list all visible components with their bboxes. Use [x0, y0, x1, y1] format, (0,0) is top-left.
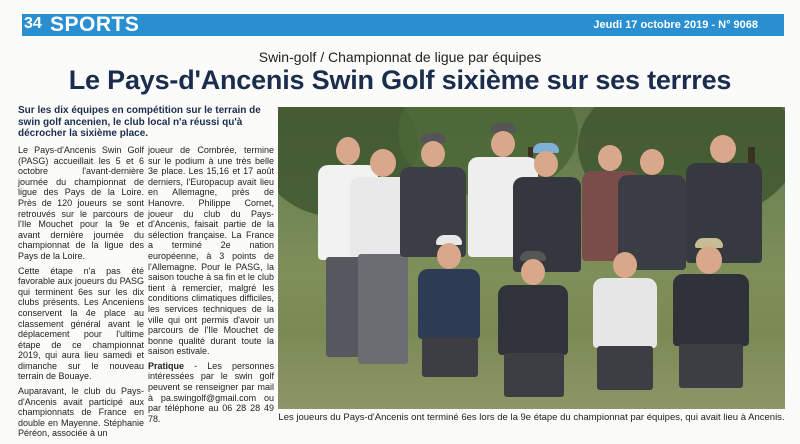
article-column-2: [148, 145, 274, 424]
paragraph: Auparavant, le club du Pays-d'Ancenis avait participé aux championnats de France en double en Mayenne. Stéphanie Péréon, associée à un: [18, 386, 144, 439]
photo-caption: Les joueurs du Pays-d'Ancenis ont terminé 6es lors de la 9e étape du championnat par équipes, qui avait lieu à Ancenis.: [278, 412, 785, 423]
paragraph: Cette étape n'a pas été favorable aux joueurs du PASG qui terminent 6es sur les dix clubs présents. Les Anceniens conservent la 4e place au classement général avant le déplacement pour l'ultime étape de ce championnat 2019, qui aura lieu samedi et dimanche sur le nouveau terrain de Bouaye.: [18, 265, 144, 382]
page-number: 34: [24, 15, 42, 32]
article-column-1: [18, 145, 144, 439]
paragraph: joueur de Combrée, termine sur le podium à une très belle 3e place. Les 15,16 et 17 août derniers, l'Europacup avait lieu en Allemagne, près de Hanovre. Philippe Cornet, joueur du club du Pays-d'Ancenis, faisait partie de la sélection française. La France a terminé 2e nation européenne, à 3 points de l'Allemagne. Pour le PASG, la saison touche à sa fin et le club tient à remercier, malgré les conditions climatiques difficiles, les services techniques de la ville qui ont permis d'avoir un parcours de l'Ile Mouchet de bonne qualité durant toute la saison estivale.: [148, 145, 274, 357]
article-headline: Le Pays-d'Ancenis Swin Golf sixième sur ses terrres: [68, 65, 732, 95]
section-title: SPORTS: [50, 13, 140, 36]
practical-label: Pratique: [148, 360, 185, 371]
paragraph: Le Pays-d'Ancenis Swin Golf (PASG) accueillait les 5 et 6 octobre l'avant-dernière journée du championnat de ligue des Pays de la Loire. Près de 120 joueurs se sont retrouvés sur le parcours de l'Ile Mouchet pour la 9e et avant dernière journée du championnat de la ligue des Pays de la Loire.: [18, 145, 144, 261]
issue-date: Jeudi 17 octobre 2019 - N° 9068: [593, 19, 758, 31]
article-kicker: Swin-golf / Championnat de ligue par équipes: [258, 49, 542, 65]
section-banner: [22, 14, 784, 36]
practical-info: [148, 361, 274, 425]
team-photo: [278, 107, 785, 409]
article-lead: Sur les dix équipes en compétition sur le terrain de swin golf ancenien, le club local n'a réussi qu'à décrocher la sixième place.: [18, 105, 261, 140]
practical-text: - Les personnes intéressées par le swin golf peuvent se renseigner par mail à pa.swingolf@gmail.com ou par téléphone au 06 28 28 49 78.: [148, 360, 274, 424]
